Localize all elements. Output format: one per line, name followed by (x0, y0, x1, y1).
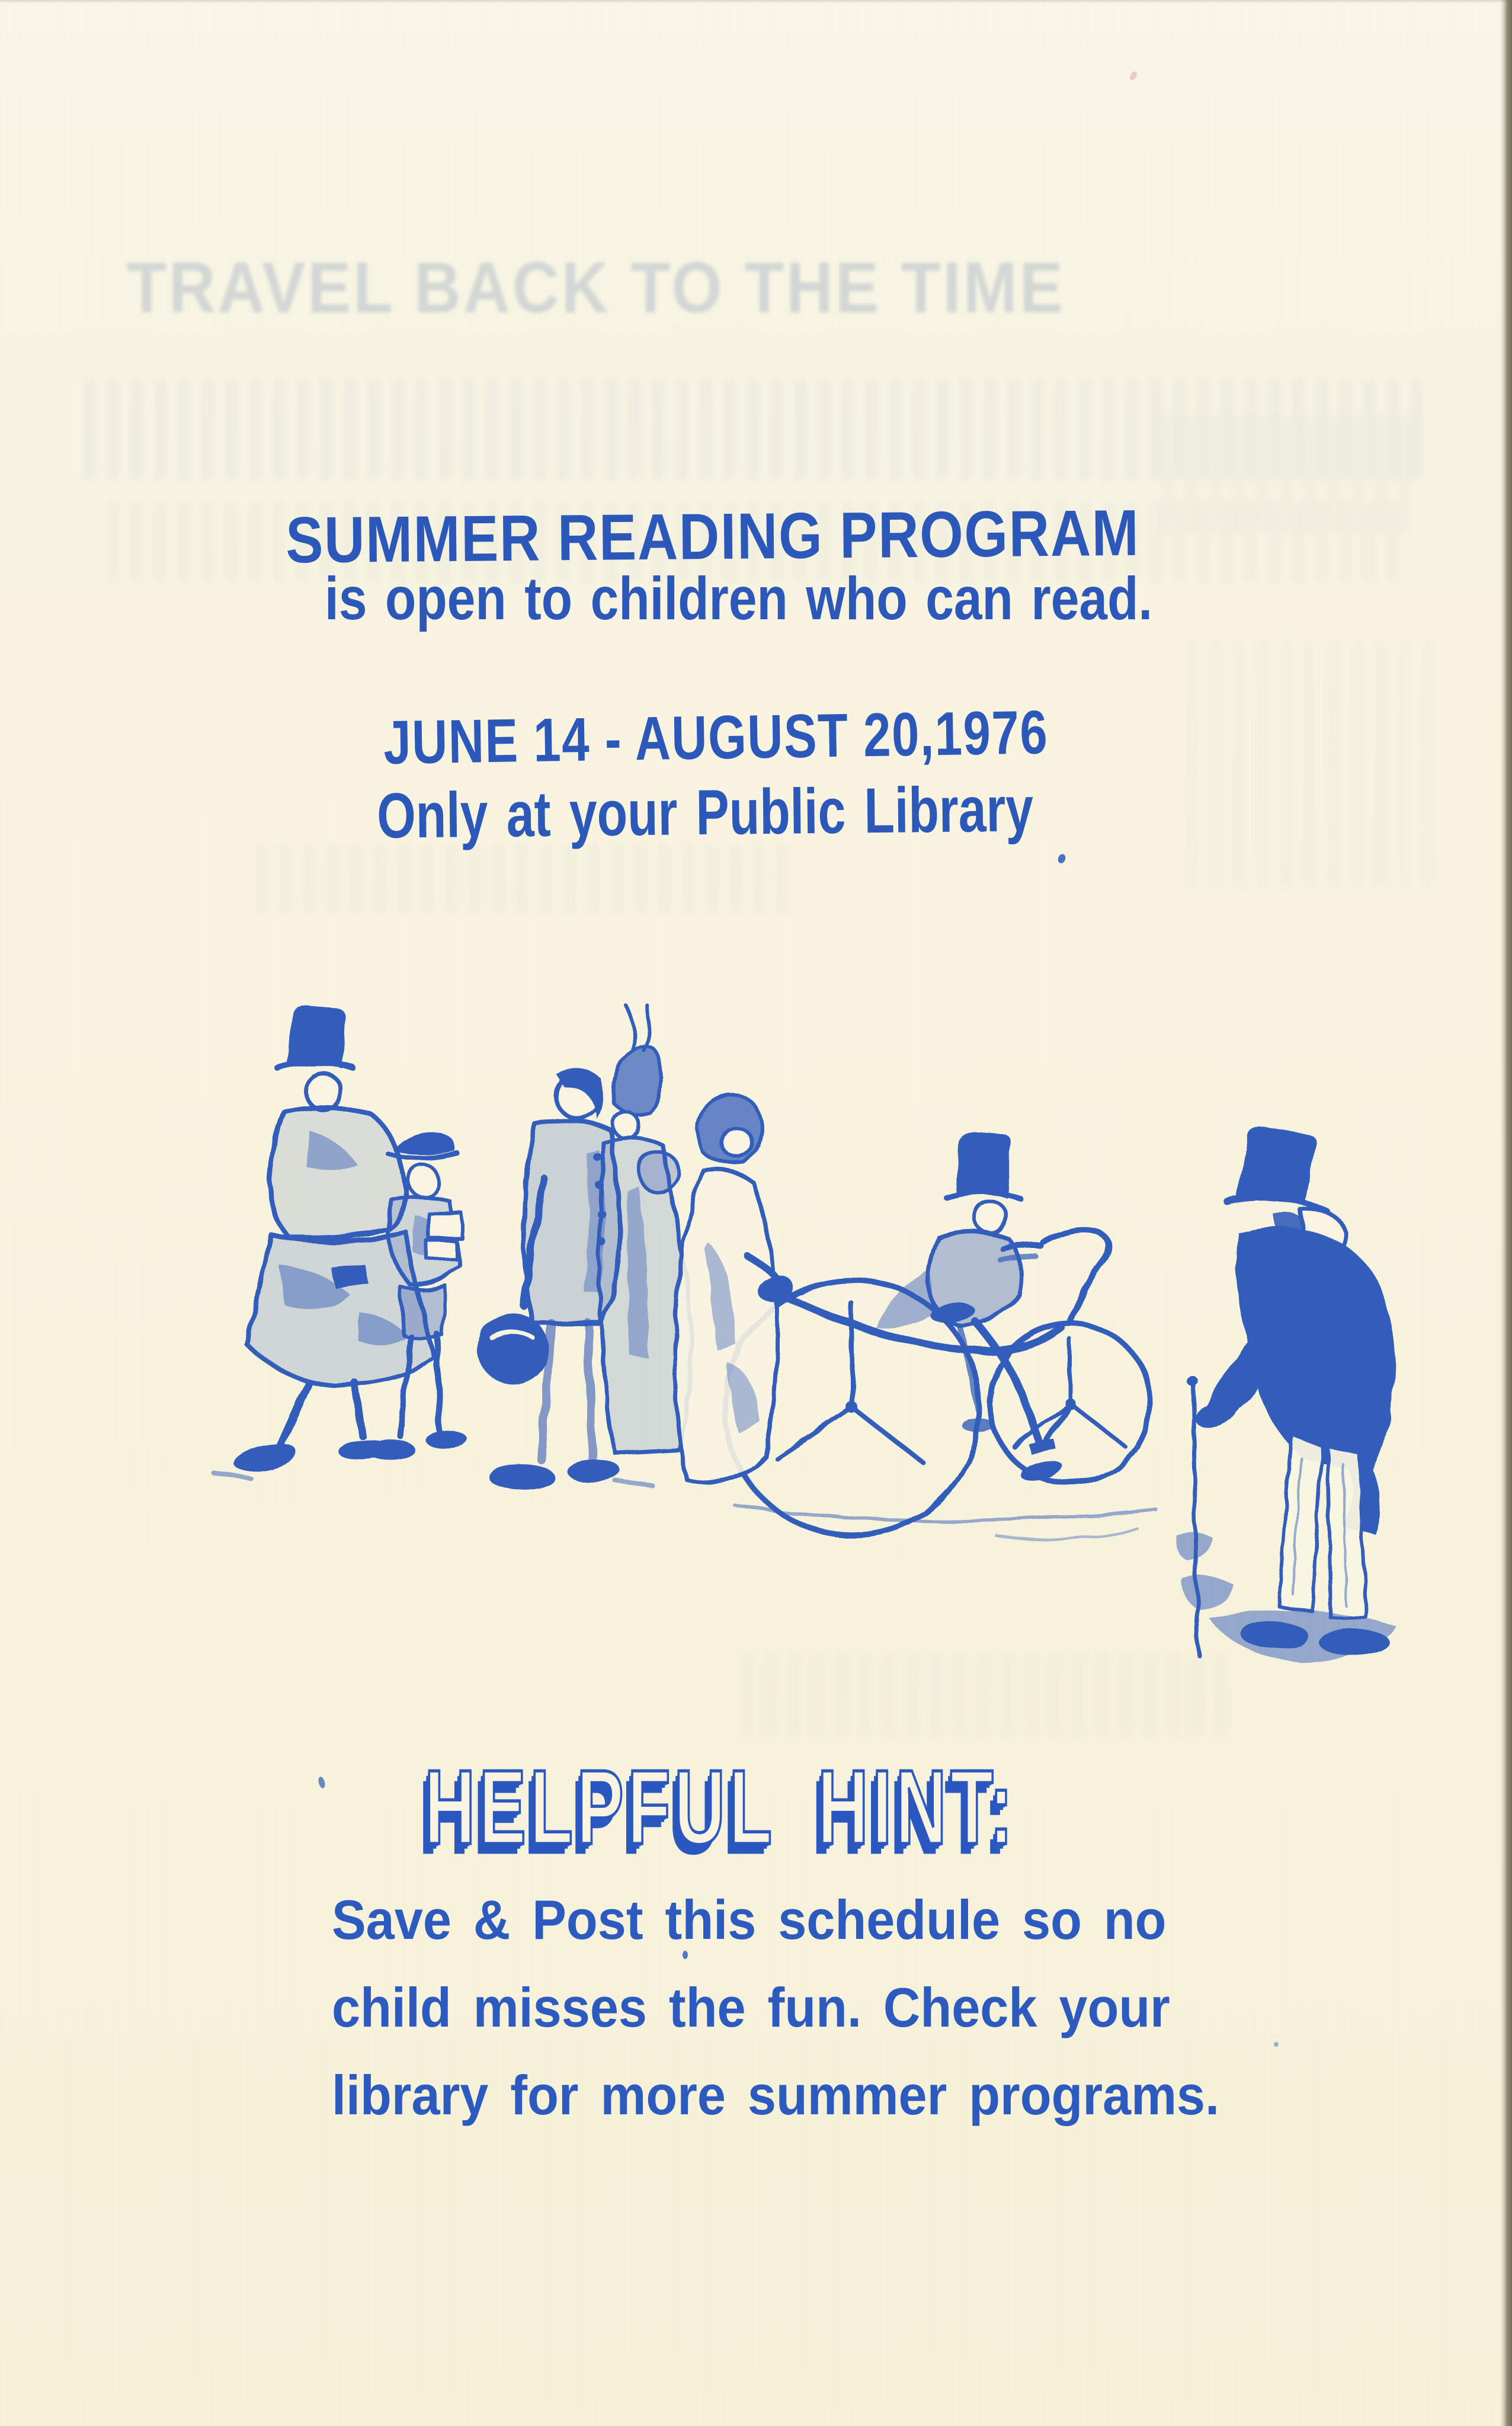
hat-brim (946, 1191, 1020, 1198)
pedal-crank (1043, 1403, 1070, 1446)
shoe (566, 1460, 621, 1482)
hint-body-line (332, 2063, 1296, 2127)
bleed-through-headline-text: TRAVEL BACK TO THE TIME (127, 247, 1065, 328)
fork-and-handlebar (1043, 1230, 1109, 1321)
street-scene-illustration (0, 936, 1512, 1718)
updo-hair (613, 1045, 661, 1115)
hint-heading-text: HELPFUL HINT: (424, 1748, 1017, 1866)
fiber-speck (1129, 71, 1139, 82)
date-range-text: JUNE 14 - AUGUST 20,1976 (383, 698, 1049, 777)
bleed-through-headline (0, 246, 1192, 329)
subheadline-text: is open to children who can read. (325, 565, 1153, 632)
shoe (425, 1431, 468, 1449)
cane (1193, 1384, 1198, 1654)
puff-sleeve (639, 1152, 679, 1192)
coat-tail (876, 1268, 934, 1328)
cane-knob (1187, 1375, 1197, 1386)
top-hat-shape (1237, 1126, 1316, 1204)
ink-speck (1057, 853, 1067, 864)
bending-man-figure (1175, 1126, 1396, 1663)
face (306, 1074, 341, 1109)
cap (393, 1132, 455, 1155)
shoe (488, 1464, 555, 1489)
legs (281, 1382, 361, 1445)
book (429, 1214, 462, 1238)
scan-edge-right (1500, 0, 1512, 2426)
top-hat-shape (955, 1132, 1012, 1198)
rear-wheel-spokes (776, 1304, 924, 1464)
front-wheel-spokes (1013, 1339, 1126, 1447)
knickers (399, 1286, 446, 1339)
far-shoe (962, 1419, 995, 1433)
shawl (270, 1107, 406, 1237)
legs (542, 1323, 592, 1460)
hint-heading (0, 1747, 1476, 1866)
hint-body-text: library for more summer programs. (332, 2064, 1220, 2126)
scan-edge-top (0, 0, 1512, 3)
hint-body-text: Save & Post this schedule so no (332, 1889, 1167, 1951)
ground-line (995, 1529, 1138, 1540)
hint-body-line (332, 1888, 1239, 1952)
bleed-through-smudge (255, 844, 788, 913)
ink-speck (683, 1951, 688, 1959)
arm (1004, 1245, 1040, 1249)
ink-speck (1274, 2042, 1279, 2047)
venue-text: Only at your Public Library (376, 773, 1034, 852)
face (408, 1165, 438, 1196)
velocipede-rider-figure (735, 1132, 1155, 1540)
face (613, 1112, 639, 1138)
hint-body-text: child misses the fun. Check your (332, 1976, 1170, 2038)
plume (627, 1006, 649, 1050)
ground-marks (1175, 1532, 1234, 1609)
face (975, 1201, 1007, 1233)
hat-brim (278, 1062, 353, 1069)
subheadline (0, 564, 1478, 633)
bonnet-woman-figure (675, 1095, 797, 1482)
face (722, 1128, 752, 1157)
rear-hub (846, 1401, 858, 1413)
shoe (232, 1439, 299, 1476)
book (427, 1241, 456, 1259)
venue-line (0, 768, 1411, 857)
shoe (365, 1439, 415, 1460)
top-hat-shape (288, 1005, 345, 1069)
headline-text: SUMMER READING PROGRAM (285, 496, 1141, 577)
hint-body-line (332, 1976, 1243, 2040)
ground-line (735, 1505, 1155, 1521)
hat-in-hand (478, 1313, 549, 1384)
